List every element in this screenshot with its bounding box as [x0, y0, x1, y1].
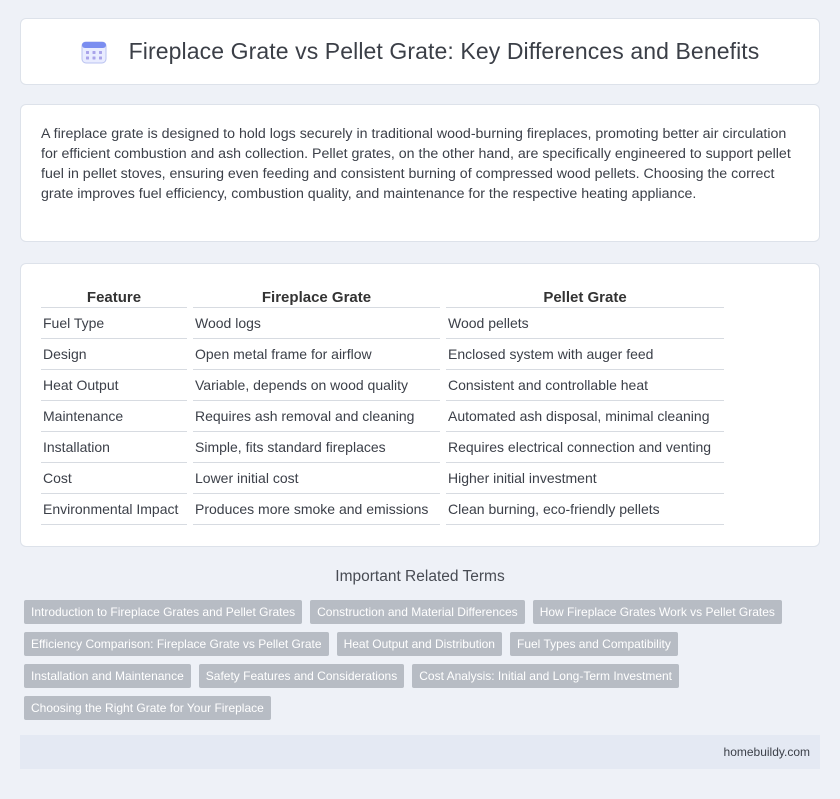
table-cell: Heat Output — [41, 370, 187, 401]
calendar-icon — [81, 40, 107, 64]
related-term-tag[interactable]: Safety Features and Considerations — [199, 664, 404, 688]
header-card — [20, 18, 820, 85]
table-row — [41, 308, 724, 339]
table-cell: Clean burning, eco-friendly pellets — [446, 494, 724, 525]
column-header-fireplace-grate: Fireplace Grate — [193, 287, 440, 308]
table-cell: Wood pellets — [446, 308, 724, 339]
table-cell: Environmental Impact — [41, 494, 187, 525]
table-row — [41, 339, 724, 370]
title-wrap — [81, 38, 760, 65]
related-term-tag[interactable]: Heat Output and Distribution — [337, 632, 502, 656]
table-header-row — [41, 287, 724, 308]
table-cell: Lower initial cost — [193, 463, 440, 494]
table-cell: Variable, depends on wood quality — [193, 370, 440, 401]
table-cell: Open metal frame for airflow — [193, 339, 440, 370]
table-row — [41, 401, 724, 432]
table-cell: Maintenance — [41, 401, 187, 432]
intro-card — [20, 104, 820, 242]
table-cell: Installation — [41, 432, 187, 463]
related-term-tag[interactable]: How Fireplace Grates Work vs Pellet Grates — [533, 600, 782, 624]
table-cell: Produces more smoke and emissions — [193, 494, 440, 525]
table-row — [41, 370, 724, 401]
table-cell: Consistent and controllable heat — [446, 370, 724, 401]
table-cell: Simple, fits standard fireplaces — [193, 432, 440, 463]
table-row — [41, 494, 724, 525]
related-terms-tags — [24, 600, 804, 728]
table-cell: Fuel Type — [41, 308, 187, 339]
related-term-tag[interactable]: Choosing the Right Grate for Your Fireplace — [24, 696, 271, 720]
footer — [20, 735, 820, 769]
table-cell: Requires ash removal and cleaning — [193, 401, 440, 432]
table-cell: Higher initial investment — [446, 463, 724, 494]
comparison-table — [35, 287, 730, 525]
related-term-tag[interactable]: Construction and Material Differences — [310, 600, 525, 624]
table-cell: Design — [41, 339, 187, 370]
column-header-feature: Feature — [41, 287, 187, 308]
table-row — [41, 463, 724, 494]
table-cell: Enclosed system with auger feed — [446, 339, 724, 370]
related-terms-heading: Important Related Terms — [335, 568, 505, 585]
related-term-tag[interactable]: Installation and Maintenance — [24, 664, 191, 688]
comparison-table-card — [20, 263, 820, 547]
related-term-tag[interactable]: Introduction to Fireplace Grates and Pellet Grates — [24, 600, 302, 624]
table-cell: Automated ash disposal, minimal cleaning — [446, 401, 724, 432]
related-term-tag[interactable]: Cost Analysis: Initial and Long-Term Investment — [412, 664, 679, 688]
table-cell: Cost — [41, 463, 187, 494]
table-cell: Requires electrical connection and venting — [446, 432, 724, 463]
table-row — [41, 432, 724, 463]
page-title: Fireplace Grate vs Pellet Grate: Key Differences and Benefits — [128, 38, 760, 64]
table-cell: Wood logs — [193, 308, 440, 339]
column-header-pellet-grate: Pellet Grate — [446, 287, 724, 308]
footer-site-link[interactable]: homebuildy.com — [723, 745, 810, 759]
related-term-tag[interactable]: Efficiency Comparison: Fireplace Grate vs Pellet Grate — [24, 632, 329, 656]
intro-paragraph: A fireplace grate is designed to hold logs securely in traditional wood-burning fireplaces, promoting better air circulation for efficient combustion and ash collection. Pellet grates, on the other hand, are specifically engineered to support pellet fuel in pellet stoves, ensuring even feeding and consistent burning of compressed wood pellets. Choosing the correct grate improves fuel efficiency, combustion quality, and maintenance for the respective heating appliance. — [41, 126, 791, 202]
related-term-tag[interactable]: Fuel Types and Compatibility — [510, 632, 678, 656]
